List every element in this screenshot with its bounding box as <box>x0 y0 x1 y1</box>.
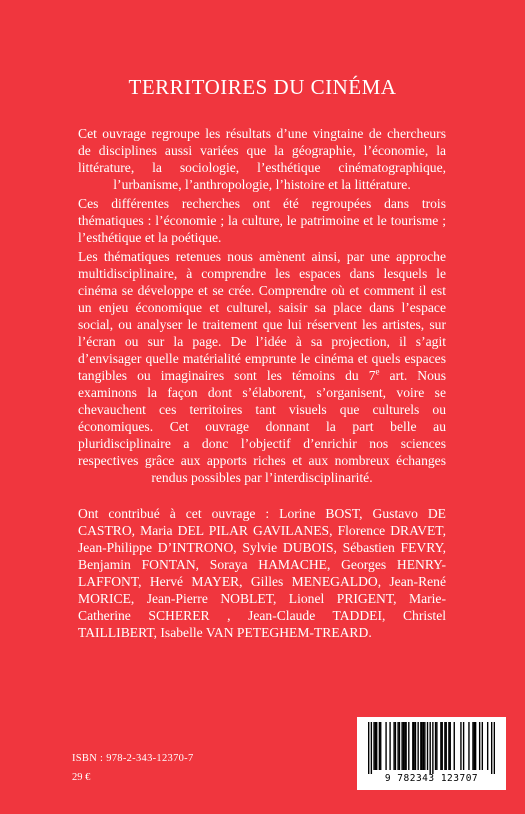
barcode-bar <box>448 722 449 770</box>
barcode-bar <box>475 722 476 770</box>
barcode-bar <box>380 722 381 770</box>
barcode-bar <box>487 722 488 770</box>
barcode-bar <box>417 722 418 770</box>
barcode-bar <box>454 722 455 770</box>
barcode-bar <box>397 722 398 770</box>
barcode-bar <box>432 722 433 774</box>
back-cover-text <box>78 125 446 641</box>
barcode-bar <box>474 722 475 770</box>
approach-paragraph <box>78 248 446 486</box>
barcode-bar <box>389 722 390 770</box>
barcode-bar <box>435 722 436 770</box>
barcode-bar <box>463 722 464 770</box>
barcode-bar <box>440 722 441 770</box>
barcode-bar <box>450 722 451 770</box>
barcode-bar <box>408 722 409 770</box>
barcode-bar <box>371 722 372 774</box>
barcode-bar <box>399 722 400 770</box>
barcode-bar <box>429 722 430 774</box>
barcode-bar <box>393 722 394 770</box>
barcode-bar <box>491 722 492 774</box>
price-label: 29 € <box>72 772 91 783</box>
barcode-bar <box>424 722 425 770</box>
barcode-bar <box>482 722 483 770</box>
themes-paragraph: Ces différentes recherches ont été regroupées dans trois thématiques : l’économie ; la culture, le patrimoine et le tourisme ; l’esthétique et la poétique. <box>78 196 446 245</box>
barcode-bar <box>368 722 369 774</box>
barcode-bar <box>403 722 404 770</box>
approach-text-1: Les thématiques retenues nous amènent ainsi, par une approche multidisciplinaire, à comprendre les espaces dans lesquels le cinéma se développe et se crée. Comprendre où et comment il est un enjeu économique et culturel, saisir sa place dans l’espace social, ou analyser le traitement que lui réservent les artistes, sur l’écran ou sur la page. De l’idée à sa projection, il s’agit d’envisager quelle matérialité emprunte le cinéma et quels espaces tangibles ou imaginaires sont les témoins du 7 <box>78 249 446 383</box>
isbn-label: ISBN : 978-2-343-12370-7 <box>72 753 194 764</box>
barcode-bar <box>405 722 406 770</box>
barcode-bar <box>460 722 461 770</box>
barcode-bar <box>415 722 416 770</box>
barcode-bars <box>368 722 495 774</box>
barcode-bar <box>472 722 473 770</box>
barcode-bar <box>376 722 377 770</box>
approach-text-2: art. Nous examinons la façon dont s’élaborent, s’organisent, voire se chevauchent ces territoires tant visuels que culturels ou économiques. Cet ouvrage donnant la part belle au pluridisciplinaire a donc l’objectif d’enrichir nos sciences respectives grâce aux apports riches et aux nombreux échanges rendus possibles par l’interdisciplinarité. <box>78 368 446 485</box>
barcode-bar <box>442 722 443 770</box>
barcode-bar <box>420 722 421 770</box>
barcode-bar <box>375 722 376 770</box>
barcode-bar <box>444 722 445 770</box>
barcode-bar <box>421 722 422 770</box>
barcode-bar <box>413 722 414 770</box>
barcode-bar <box>423 722 424 770</box>
barcode-bar <box>479 722 480 770</box>
contributors-paragraph: Ont contribué à cet ouvrage : Lorine BOST, Gustavo DE CASTRO, Maria DEL PILAR GAVILANES, Florence DRAVET, Jean-Philippe D’INTRONO, Sylvie DUBOIS, Sébastien FEVRY, Benjamin FONTAN, Soraya HAMACHE, Georges HENRY-LAFFONT, Hervé MAYER, Gilles MENEGALDO, Jean-René MORICE, Jean-Pierre NOBLET, Lionel PRIGENT, Marie-Catherine SCHERER , Jean-Claude TADDEI, Christel TAILLIBERT, Isabelle VAN PETEGHEM-TREARD. <box>78 506 446 640</box>
barcode-bar <box>373 722 374 770</box>
barcode-bar <box>468 722 469 770</box>
barcode-bar <box>427 722 428 770</box>
barcode-bar <box>446 722 447 770</box>
barcode-bar <box>494 722 495 774</box>
barcode <box>357 717 506 790</box>
book-title: TERRITOIRES DU CINÉMA <box>128 75 397 99</box>
ordinal-superscript: e <box>375 366 380 377</box>
barcode-bar <box>379 722 380 770</box>
barcode-number: 9 782343 123707 <box>384 773 479 784</box>
barcode-bar <box>385 722 386 770</box>
intro-paragraph: Cet ouvrage regroupe les résultats d’une vingtaine de chercheurs de disciplines aussi variées que la géographie, l’économie, la littérature, la sociologie, l’esthétique cinématographique, l’urbanisme, l’anthropologie, l’histoire et la littérature. <box>78 126 446 192</box>
barcode-bar <box>395 722 396 770</box>
barcode-bar <box>436 722 437 770</box>
barcode-bar <box>401 722 402 770</box>
barcode-bar <box>404 722 405 770</box>
barcode-bar <box>412 722 413 770</box>
